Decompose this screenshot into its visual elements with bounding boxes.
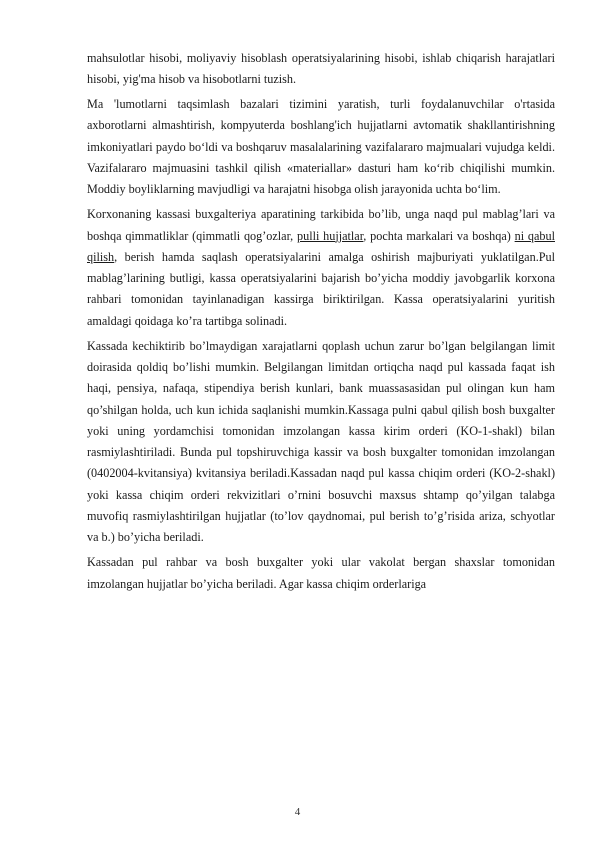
paragraph-3: [87, 204, 555, 332]
paragraph-3-text-a: Korxonaning kassasi buxgalteriya aparatining tarkibida bo’lib, unga naqd pul mablag’lari va boshqa qimmatliklar (qimmatli qog’ozlar,: [87, 207, 555, 243]
paragraph-1: mahsulotlar hisobi, moliyaviy hisoblash operatsiyalarining hisobi, ishlab chiqarish harajatlari hisobi, yig'ma hisob va hisobotlarni tuzish.: [87, 51, 555, 87]
paragraph-4: Kassada kechiktirib bo’lmaydigan xarajatlarni qoplash uchun zarur bo’lgan belgilangan limit doirasida qoldiq bo’lishi mumkin. Belgilangan limitdan ortiqcha naqd pul kassada faqat ish haqi, pensiya, nafaqa, stipendiya berish kunlari, bank muassasasidan pul olingan kun ham qo’shilgan holda, uch kun ichida saqlanishi mumkin.Kassaga pulni qabul qilish bosh buxgalter yoki uning yordamchisi tomonidan imzolangan kassa kirim orderi (KO-1-shakl) bilan rasmiylashtiriladi. Bunda pul topshiruvchiga kassir va bosh buxgalter tomonidan imzolangan (0402004-kvitansiya) kvitansiya beriladi.Kassadan naqd pul kassa chiqim orderi (KO-2-shakl) yoki kassa chiqim orderi rekvizitlari o’rnini bosuvchi maxsus shtamp qo’yilgan talabga muvofiq rasmiylashtirilgan hujjatlar (to’lov qaydnomai, pul berish to’g’risida ariza, schyotlar va b.) bo’yicha beriladi.: [87, 338, 555, 545]
paragraph-2: Ma 'lumotlarni taqsimlash bazalari tizimini yaratish, turli foydalanuvchilar o'rtasida axborotlarni almashtirish, kompyuterda boshlang'ich hujjatlarni avtomatik shakllantirishning imkoniyatlari paydo bo‘ldi va boshqaruv masalalarining vazifalararo majmualari vujudga keldi. Vazifalararo majmuasini tashkil qilish «materiallar» dasturi ham ko‘rib chiqilishi mumkin. Moddiy boyliklarning mavjudligi va harajatni hisobga olish jarayonida uchta bo‘lim.: [87, 97, 555, 197]
document-body: [87, 48, 555, 598]
page-number: 4: [294, 806, 301, 818]
paragraph-5: Kassadan pul rahbar va bosh buxgalter yoki ular vakolat bergan shaxslar tomonidan imzolangan hujjatlar bo’yicha beriladi. Agar kassa chiqim orderlariga: [87, 555, 555, 591]
pulli-hujjatlar-link[interactable]: pulli hujjatlar: [297, 228, 364, 243]
paragraph-3-text-b: , pochta markalari va boshqa): [363, 228, 515, 243]
paragraph-3-text-c: , berish hamda saqlash operatsiyalarini amalga oshirish majburiyati yuklatilgan.Pul mablag’larining butligi, kassa operatsiyalarini bajarish bo’yicha moddiy javobgarlik korxona rahbari tomonidan tayinlanadigan kassirga biriktirilgan. Kassa operatsiyalarini yuritish amaldagi qoidaga ko’ra tartibga solinadi.: [87, 249, 555, 328]
ni-qabul-qilish-link[interactable]: ni qabul qilish: [87, 228, 555, 264]
